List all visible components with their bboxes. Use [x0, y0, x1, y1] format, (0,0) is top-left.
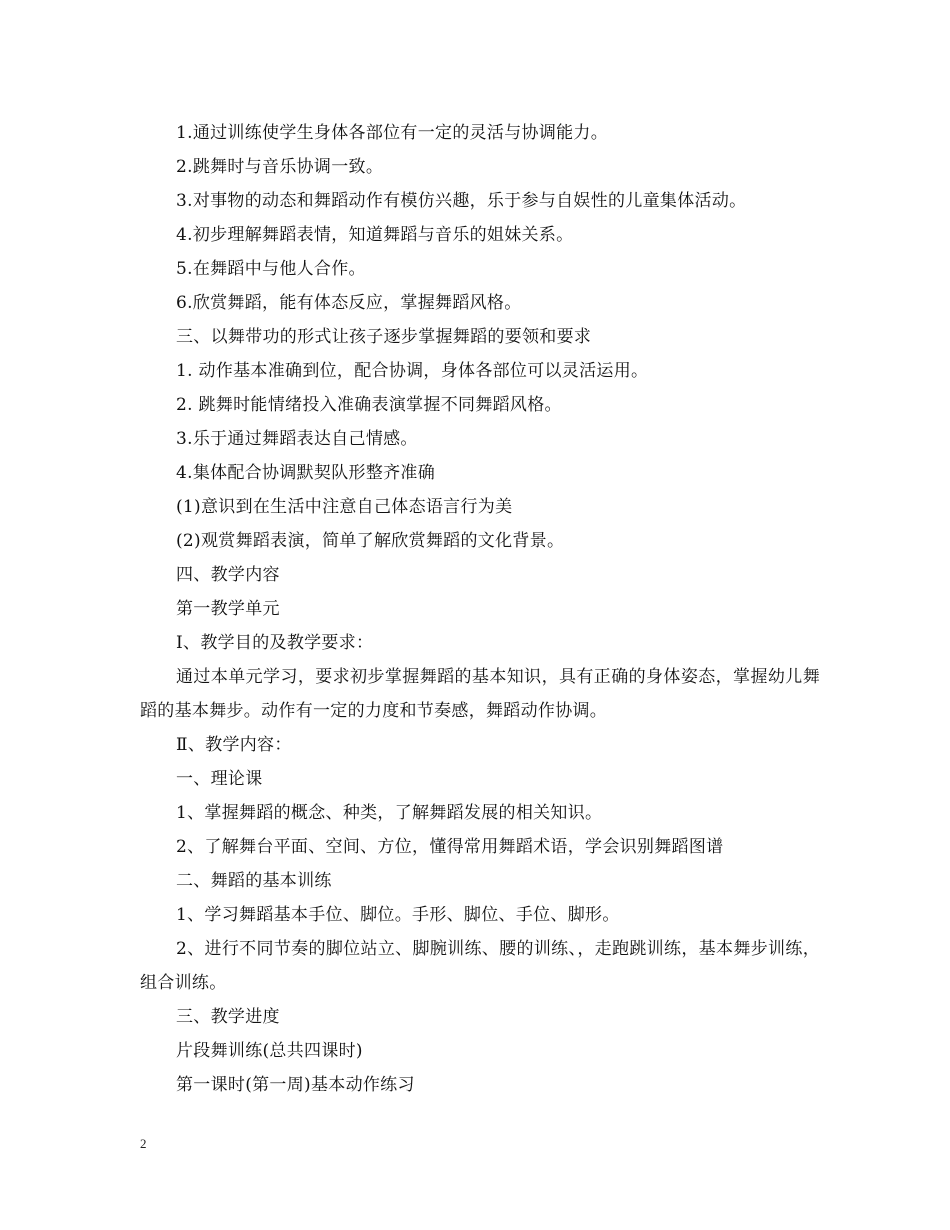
paragraph: 通过本单元学习，要求初步掌握舞蹈的基本知识，具有正确的身体姿态，掌握幼儿舞蹈的基本舞步。动作有一定的力度和节奏感，舞蹈动作协调。 — [140, 667, 820, 721]
section-heading: 二、舞蹈的基本训练 — [176, 871, 332, 891]
paragraph: 1、学习舞蹈基本手位、脚位。手形、脚位、手位、脚形。 — [176, 905, 620, 925]
paragraph: 2、了解舞台平面、空间、方位，懂得常用舞蹈术语，学会识别舞蹈图谱 — [176, 837, 724, 857]
document-body — [140, 116, 820, 1102]
section-heading: 四、教学内容 — [176, 565, 280, 585]
paragraph: 2、进行不同节奏的脚位站立、脚腕训练、腰的训练、，走跑跳训练，基本舞步训练，组合训练。 — [140, 939, 820, 993]
paragraph: 1.通过训练使学生身体各部位有一定的灵活与协调能力。 — [176, 123, 609, 143]
paragraph: 6.欣赏舞蹈，能有体态反应，掌握舞蹈风格。 — [176, 293, 522, 313]
paragraph: 第一课时(第一周)基本动作练习 — [176, 1075, 415, 1095]
paragraph: 2.跳舞时与音乐协调一致。 — [176, 157, 384, 177]
paragraph: 4.集体配合协调默契队形整齐准确 — [176, 463, 436, 483]
page-number: 2 — [140, 1136, 147, 1151]
paragraph: 片段舞训练(总共四课时) — [176, 1041, 363, 1061]
paragraph: 1、掌握舞蹈的概念、种类，了解舞蹈发展的相关知识。 — [176, 803, 603, 823]
paragraph: 4.初步理解舞蹈表情，知道舞蹈与音乐的姐妹关系。 — [176, 225, 574, 245]
paragraph: (1)意识到在生活中注意自己体态语言行为美 — [176, 497, 513, 517]
paragraph: 3.对事物的动态和舞蹈动作有模仿兴趣，乐于参与自娱性的儿童集体活动。 — [176, 191, 747, 211]
paragraph: 2. 跳舞时能情绪投入准确表演掌握不同舞蹈风格。 — [176, 395, 562, 415]
subsection-heading: Ⅱ、教学内容： — [176, 735, 292, 755]
section-heading: 一、理论课 — [176, 769, 263, 789]
paragraph: 1. 动作基本准确到位，配合协调，身体各部位可以灵活运用。 — [176, 361, 649, 381]
paragraph: 3.乐于通过舞蹈表达自己情感。 — [176, 429, 418, 449]
subsection-heading: Ⅰ、教学目的及教学要求： — [176, 633, 374, 653]
section-heading: 三、以舞带功的形式让孩子逐步掌握舞蹈的要领和要求 — [176, 327, 592, 347]
paragraph: 5.在舞蹈中与他人合作。 — [176, 259, 366, 279]
unit-heading: 第一教学单元 — [176, 599, 280, 619]
paragraph: (2)观赏舞蹈表演，简单了解欣赏舞蹈的文化背景。 — [176, 531, 565, 551]
section-heading: 三、教学进度 — [176, 1007, 280, 1027]
